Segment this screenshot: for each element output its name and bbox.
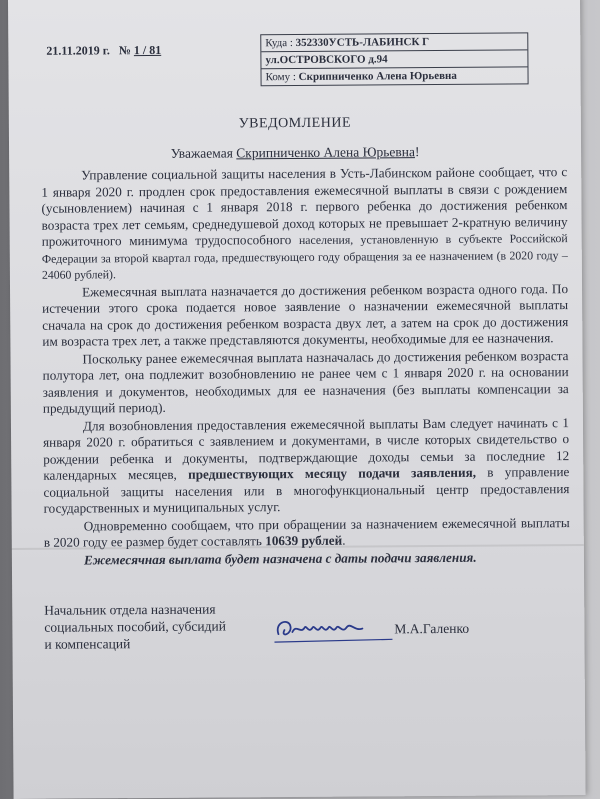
paragraph-4-tail: в управление социальной защиты населения или в многофункциональный центр предоставления государственных и муниципальных услуг.	[43, 464, 570, 516]
paragraph-4	[43, 415, 570, 518]
letter-date: 21.11.2019 г.	[46, 43, 110, 58]
address-street-row	[261, 50, 527, 69]
paragraph-1-main: Управление социальной защиты населения в Усть-Лабинском районе сообщает, что с 1 января 2020 г. продлен срок предоставления ежемесячной выплаты в связи с рождением (усыновлением) начиная с 1 января 2018 г. первого ребенка до достижения ребенком возраста трех лет семьям, среднедушевой доход которых не превышает 2-кратную величину прожиточного минимума трудоспособного	[41, 164, 568, 249]
paragraph-5	[44, 515, 570, 552]
paragraph-5-end: .	[342, 532, 346, 548]
letter-body	[41, 164, 570, 570]
position-line-3: и компенсаций	[44, 636, 131, 652]
address-recipient-value: Скрипниченко Алена Юрьевна	[298, 69, 457, 83]
address-box	[260, 32, 528, 86]
greeting-name: Скрипниченко Алена Юрьевна	[236, 144, 415, 161]
document-title: УВЕДОМЛЕНИЕ	[238, 115, 352, 132]
paragraph-2: Ежемесячная выплата назначается до достижения ребенком возраста одного года. По истечении этого срока подается новое заявление о назначении ежемесячной выплаты сначала на срок до достижения ребенком возраста двух лет, а затем на срок до достижения им возраста трех лет, а также представляются документы, необходимые для ее назначения.	[42, 280, 569, 349]
address-recipient-row	[261, 67, 527, 85]
payment-amount: 10639 рублей	[265, 532, 343, 549]
position-line-2: социальных пособий, субсидий	[44, 618, 226, 635]
paragraph-1-tail: населения, установленную в субъекте Российской Федерации за второй квартал года, предшествующего году обращения за ее назначением (в 2020 году – 24060 рублей).	[41, 231, 568, 282]
address-recipient-label: Кому :	[265, 70, 296, 84]
address-street: ул.ОСТРОВСКОГО д.94	[265, 53, 388, 67]
date-and-number	[46, 43, 161, 59]
signatory-name: М.А.Галенко	[394, 620, 470, 637]
paragraph-5-main: Одновременно сообщаем, что при обращении за назначением ежемесячной выплаты в 2020 году ее размер будет составлять	[43, 514, 570, 550]
address-to-value: 352330УСТЬ-ЛАБИНСК Г	[295, 36, 430, 49]
address-to-label: Куда :	[265, 37, 293, 50]
handwritten-signature	[270, 611, 396, 646]
paragraph-4-bold: предшествующих месяцу подачи заявления,	[188, 464, 477, 482]
greeting-suffix: !	[414, 144, 420, 160]
signatory-position	[44, 600, 226, 652]
number-prefix: №	[118, 43, 131, 58]
greeting	[9, 143, 581, 163]
letter-page	[8, 0, 586, 799]
greeting-prefix: Уважаемая	[170, 145, 233, 161]
letter-number: 1 / 81	[133, 42, 162, 58]
position-line-1: Начальник отдела назначения	[44, 601, 216, 618]
paragraph-3: Поскольку ранее ежемесячная выплата назначалась до достижения ребенком возраста полутора лет, она подлежит возобновлению не ранее чем с 1 января 2020 г. на основании заявления и документов, необходимых для ее назначения (без выплаты компенсации за предыдущий период).	[42, 347, 569, 416]
address-to-row	[261, 33, 527, 52]
paragraph-4-main: Для возобновления предоставления ежемесячной выплаты Вам следует начинать с 1 января 2020 г. обратиться с заявлением и документами, в числе которых свидетельство о рождении ребенка и документы, подтверждающие доходы семьи за последние 12 календарных месяцев,	[43, 414, 570, 483]
paragraph-1	[41, 164, 568, 283]
paragraph-6: Ежемесячная выплата будет назначена с даты подачи заявления.	[83, 549, 477, 567]
